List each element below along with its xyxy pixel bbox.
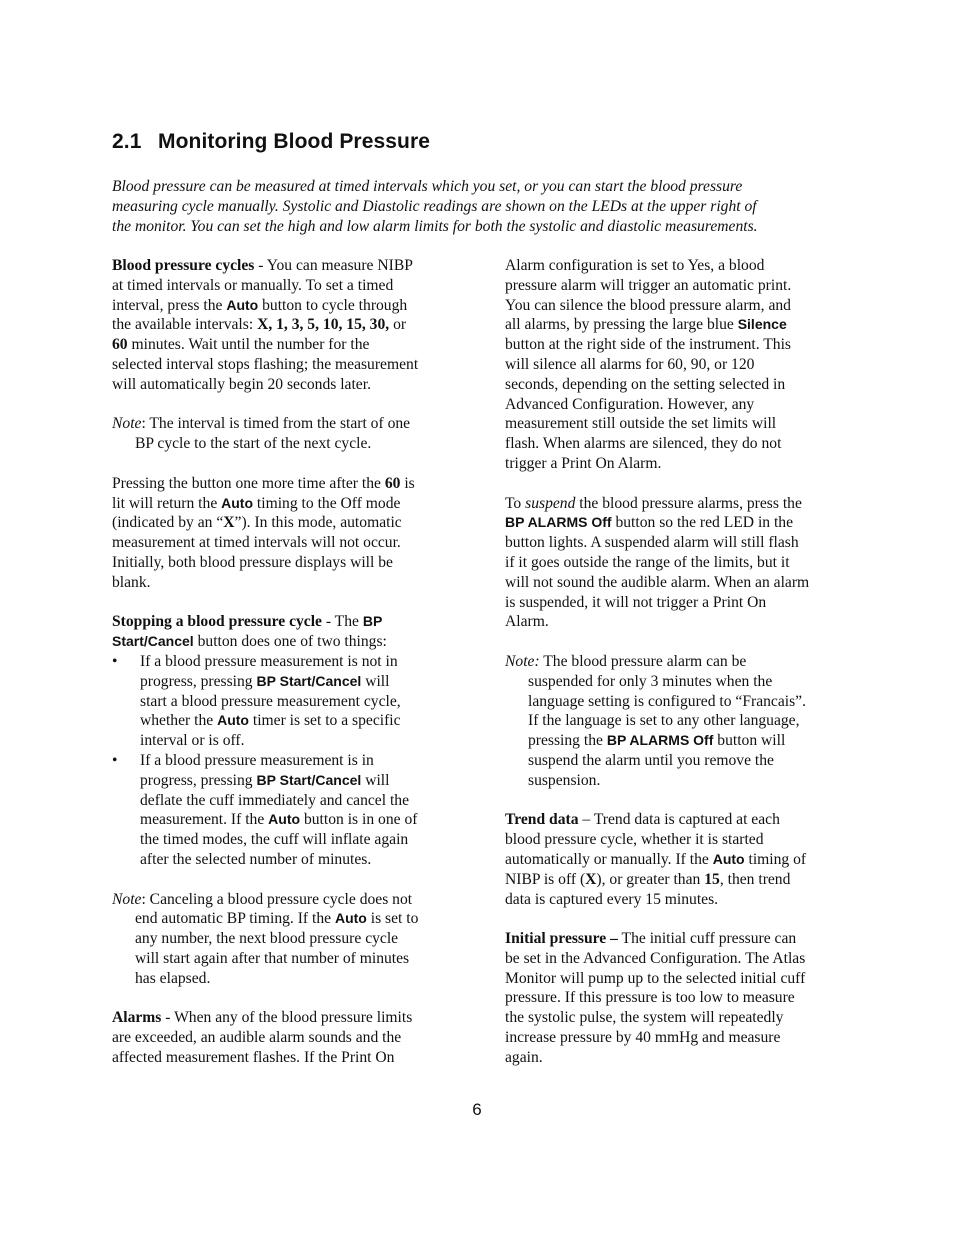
text-run: – Trend data is captured at each: [578, 811, 780, 829]
text-run: button at the right side of the instrument. This: [505, 336, 791, 354]
text-line: [112, 1028, 452, 1048]
text-run: measurement. If the: [140, 811, 269, 829]
text-run: after the selected number of minutes.: [140, 850, 372, 868]
text-run: any number, the next blood pressure cycle: [135, 930, 399, 948]
text-line: [505, 969, 845, 989]
text-line: [112, 1048, 452, 1068]
bullet-line: [112, 711, 452, 731]
section-title: Monitoring Blood Pressure: [158, 130, 431, 153]
text-line: [505, 434, 845, 454]
text-line: [112, 375, 452, 395]
text-line: [112, 533, 452, 553]
text-line: [112, 276, 452, 296]
text-line: [112, 553, 452, 573]
text-line: [505, 593, 845, 613]
text-run: Alarm.: [505, 613, 549, 631]
bullet-icon: •: [112, 751, 118, 769]
text-run: will not sound the audible alarm. When an alarm: [505, 573, 810, 591]
bold-term: Trend data: [505, 811, 579, 829]
text-run: seconds, depending on the setting selected in: [505, 375, 786, 393]
text-line: [112, 474, 452, 494]
text-run: The blood pressure alarm can be: [539, 652, 747, 670]
text-line: [505, 375, 845, 395]
paragraph-gap: [505, 909, 845, 929]
page-number: 6: [472, 1100, 482, 1119]
text-run: button lights. A suspended alarm will still flash: [505, 534, 799, 552]
text-line: [505, 652, 845, 672]
button-name: BP Start/Cancel: [256, 771, 362, 788]
button-name: Start/Cancel: [112, 633, 194, 650]
text-run: button is in one of: [300, 811, 418, 829]
text-run: the timed modes, the cuff will inflate again: [140, 831, 409, 849]
text-line: [112, 315, 452, 335]
text-run: NIBP is off (: [505, 870, 586, 888]
section-number: 2.1: [112, 130, 142, 153]
text-line: [505, 870, 845, 890]
bold-term: X: [585, 870, 597, 888]
text-line: [505, 533, 845, 553]
intro-paragraph: [112, 177, 842, 236]
note-line: [505, 692, 845, 712]
text-run: whether the: [140, 712, 218, 730]
text-run: or: [389, 316, 407, 334]
text-run: will automatically begin 20 seconds later.: [112, 375, 371, 393]
bullet-icon: •: [112, 652, 118, 670]
bullet-item: [112, 652, 452, 672]
text-run: - When any of the blood pressure limits: [161, 1009, 413, 1027]
text-line: [505, 612, 845, 632]
text-run: button does one of two things:: [193, 633, 387, 651]
text-run: Note: [112, 415, 142, 433]
intro-line: the monitor. You can set the high and low alarm limits for both the systolic and diastolic measurements.: [112, 217, 758, 235]
text-line: [112, 1008, 452, 1028]
button-name: BP ALARMS Off: [505, 514, 612, 531]
bullet-line: [112, 810, 452, 830]
text-line: [505, 1028, 845, 1048]
text-line: [112, 890, 452, 910]
note-line: [112, 969, 452, 989]
bold-term: Initial pressure –: [505, 930, 618, 948]
text-line: [112, 573, 452, 593]
note-line: [505, 751, 845, 771]
bold-term: Alarms: [112, 1009, 162, 1027]
text-run: pressure. If this pressure is too low to measure: [505, 989, 795, 1007]
button-name: BP ALARMS Off: [606, 732, 714, 749]
text-line: [112, 612, 452, 632]
note-line: [112, 929, 452, 949]
text-run: all alarms, by pressing the large blue: [505, 316, 738, 334]
text-line: [505, 276, 845, 296]
bullet-item: [112, 751, 452, 771]
text-line: [505, 1048, 845, 1068]
button-name: Auto: [268, 811, 301, 828]
text-run: timer is set to a specific: [248, 712, 401, 730]
paragraph-gap: [505, 632, 845, 652]
text-line: [505, 494, 845, 514]
bullet-line: [112, 791, 452, 811]
bullet-line: [112, 771, 452, 791]
text-run: pressure alarm will trigger an automatic print.: [505, 276, 792, 294]
text-run: - The: [321, 613, 363, 631]
text-run: language setting is configured to “Francais”.: [528, 692, 806, 710]
text-run: the systolic pulse, the system will repeatedly: [505, 1009, 784, 1027]
text-line: [505, 296, 845, 316]
text-run: has elapsed.: [135, 969, 211, 987]
text-run: blank.: [112, 573, 151, 591]
text-line: [112, 513, 452, 533]
button-name: Auto: [712, 850, 745, 867]
text-run: blood pressure cycle, whether it is started: [505, 831, 764, 849]
text-run: selected interval stops flashing; the measurement: [112, 355, 419, 373]
text-run: ”). In this mode, automatic: [234, 514, 402, 532]
text-run: automatically or manually. If the: [505, 850, 713, 868]
note-line: [505, 672, 845, 692]
text-run: again.: [505, 1048, 543, 1066]
button-name: Auto: [217, 712, 249, 729]
text-line: [112, 296, 452, 316]
text-run: - You can measure NIBP: [254, 257, 413, 274]
paragraph-gap: [112, 870, 452, 890]
text-line: [505, 830, 845, 850]
button-name: Auto: [221, 494, 254, 511]
text-run: progress, pressing: [140, 771, 257, 789]
text-run: lit will return the: [112, 494, 222, 512]
text-run: If a blood pressure measurement is not in: [140, 652, 398, 670]
bullet-line: [112, 672, 452, 692]
text-run: measurement still outside the set limits will: [505, 415, 777, 433]
text-line: [505, 1008, 845, 1028]
text-run: Initially, both blood pressure displays will be: [112, 553, 393, 571]
note-line: [112, 949, 452, 969]
bold-term: X, 1, 3, 5, 10, 15, 30,: [257, 316, 390, 334]
text-run: end automatic BP timing. If the: [135, 910, 335, 928]
text-run: data is captured every 15 minutes.: [505, 890, 719, 908]
text-line: [112, 494, 452, 514]
bold-term: 60: [112, 336, 128, 354]
text-run: button so the red LED in the: [611, 514, 794, 532]
text-line: [505, 315, 845, 335]
text-run: increase pressure by 40 mmHg and measure: [505, 1029, 781, 1047]
text-run: Note:: [505, 652, 540, 670]
text-run: flash. When alarms are silenced, they do not: [505, 435, 782, 453]
text-line: [112, 632, 452, 652]
text-run: start a blood pressure measurement cycle,: [140, 692, 401, 710]
text-run: ), or greater than: [596, 870, 705, 888]
text-line: [112, 414, 452, 434]
bold-term: 60: [384, 474, 401, 492]
text-line: [112, 335, 452, 355]
text-run: Alarm configuration is set to Yes, a blood: [505, 257, 765, 274]
bullet-line: [112, 692, 452, 712]
text-run: : The interval is timed from the start of one: [141, 415, 411, 433]
note-line: [505, 771, 845, 791]
bold-term: X: [223, 514, 235, 532]
text-run: suspend: [525, 494, 576, 512]
button-name: BP Start/Cancel: [256, 672, 362, 689]
button-name: Auto: [334, 910, 367, 927]
text-run: Monitor will pump up to the selected initial cuff: [505, 969, 806, 987]
text-run: deflate the cuff immediately and cancel the: [140, 791, 410, 809]
text-run: will start again after that number of minutes: [135, 949, 410, 967]
text-run: , then trend: [719, 870, 791, 888]
button-name: Silence: [737, 316, 787, 333]
text-line: [505, 573, 845, 593]
text-run: be set in the Advanced Configuration. The Atlas: [505, 949, 806, 967]
right-column: [505, 256, 845, 1068]
paragraph-gap: [505, 474, 845, 494]
text-run: pressing the: [528, 732, 607, 750]
text-run: Note: [112, 890, 142, 908]
text-run: suspended for only 3 minutes when the: [528, 672, 773, 690]
note-line: [505, 711, 845, 731]
text-line: [505, 335, 845, 355]
note-line: [505, 731, 845, 751]
text-run: timing of: [744, 850, 807, 868]
text-run: will: [361, 672, 390, 690]
text-line: [505, 850, 845, 870]
button-name: Auto: [226, 296, 259, 313]
text-run: suspension.: [528, 771, 601, 789]
intro-line: measuring cycle manually. Systolic and Diastolic readings are shown on the LEDs at the upper right of: [112, 197, 757, 215]
text-line: [505, 810, 845, 830]
text-run: button to cycle through: [258, 296, 408, 314]
intro-line: Blood pressure can be measured at timed intervals which you set, or you can start the blood pressure: [112, 178, 743, 195]
text-run: To: [505, 494, 526, 512]
text-run: at timed intervals or manually. To set a timed: [112, 276, 394, 294]
text-run: Pressing the button one more time after the: [112, 474, 385, 492]
text-run: button will: [713, 732, 786, 750]
left-column: [112, 256, 452, 1068]
text-run: trigger a Print On Alarm.: [505, 454, 662, 472]
text-run: (indicated by an “: [112, 514, 224, 532]
text-run: progress, pressing: [140, 672, 257, 690]
text-line: [112, 256, 452, 276]
text-line: [505, 890, 845, 910]
text-line: [505, 355, 845, 375]
text-run: minutes. Wait until the number for the: [127, 336, 370, 354]
text-line: [505, 395, 845, 415]
paragraph-gap: [112, 988, 452, 1008]
note-line: [112, 909, 452, 929]
text-line: [505, 929, 845, 949]
text-run: You can silence the blood pressure alarm, and: [505, 296, 791, 314]
text-run: will: [361, 771, 390, 789]
bullet-line: [112, 830, 452, 850]
text-line: [505, 988, 845, 1008]
paragraph-gap: [112, 593, 452, 613]
text-line: [505, 454, 845, 474]
text-line: [505, 949, 845, 969]
text-run: the blood pressure alarms, press the: [575, 494, 802, 512]
bold-term: Stopping a blood pressure cycle: [112, 613, 322, 631]
text-run: Advanced Configuration. However, any: [505, 395, 755, 413]
bullet-line: [112, 850, 452, 870]
text-run: interval or is off.: [140, 732, 245, 750]
text-run: : Canceling a blood pressure cycle does not: [141, 890, 413, 908]
bold-term: 15: [704, 870, 720, 888]
text-run: is suspended, it will not trigger a Print On: [505, 593, 767, 611]
text-line: [112, 355, 452, 375]
text-line: [505, 553, 845, 573]
text-run: measurement at timed intervals will not occur.: [112, 534, 401, 552]
text-line: [505, 256, 845, 276]
paragraph-gap: [112, 395, 452, 415]
text-run: if it goes outside the range of the limits, but it: [505, 553, 790, 571]
note-line: [112, 434, 452, 454]
text-run: is: [400, 474, 415, 492]
button-name: BP: [362, 613, 383, 630]
text-run: affected measurement flashes. If the Print On: [112, 1048, 395, 1066]
text-run: suspend the alarm until you remove the: [528, 751, 774, 769]
text-run: are exceeded, an audible alarm sounds and the: [112, 1029, 402, 1047]
bullet-line: [112, 731, 452, 751]
text-run: BP cycle to the start of the next cycle.: [135, 435, 372, 453]
text-run: will silence all alarms for 60, 90, or 120: [505, 355, 755, 373]
paragraph-gap: [112, 454, 452, 474]
section-heading: [112, 130, 430, 154]
text-run: interval, press the: [112, 296, 227, 314]
text-line: [505, 513, 845, 533]
text-run: If a blood pressure measurement is in: [140, 751, 374, 769]
paragraph-gap: [505, 791, 845, 811]
text-run: the available intervals:: [112, 316, 258, 334]
bold-term: Blood pressure cycles: [112, 257, 255, 274]
text-run: is set to: [366, 910, 419, 928]
text-run: The initial cuff pressure can: [617, 930, 797, 948]
text-run: timing to the Off mode: [253, 494, 401, 512]
text-line: [505, 414, 845, 434]
text-run: If the language is set to any other language,: [528, 712, 800, 730]
